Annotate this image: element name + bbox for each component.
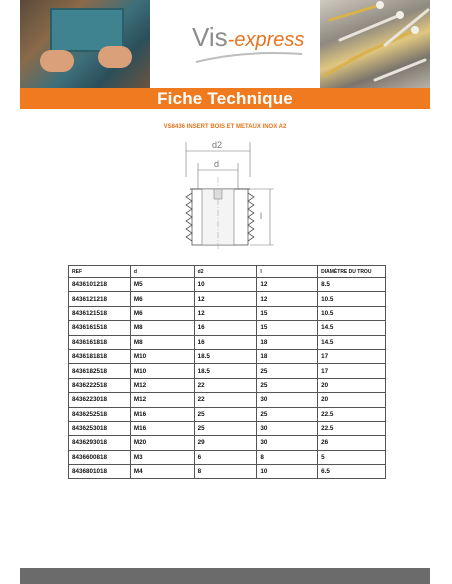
table-row [69,364,386,378]
hole-diameter-cell: 17 [318,364,386,378]
d-cell: M10 [130,349,194,363]
d-cell: M4 [130,465,194,479]
d-cell: M12 [130,393,194,407]
d2-cell: 16 [194,335,257,349]
outer-thread-right [248,193,254,241]
d2-cell: 6 [194,450,257,464]
ref-cell: 8436101218 [69,278,131,292]
table-row [69,335,386,349]
header-d: d [130,266,194,278]
brand-logo [192,22,304,53]
d2-label: d2 [212,140,223,150]
d-cell: M20 [130,436,194,450]
d-cell: M12 [130,378,194,392]
ref-cell: 8436121218 [69,292,131,306]
l-label: l [260,211,262,221]
header-l: l [257,266,318,278]
l-cell: 15 [257,306,318,320]
d-cell: M3 [130,450,194,464]
header [20,0,430,88]
table-row [69,292,386,306]
l-cell: 18 [257,335,318,349]
l-cell: 30 [257,393,318,407]
table-row [69,278,386,292]
l-cell: 30 [257,421,318,435]
ref-cell: 8436223018 [69,393,131,407]
hole-diameter-cell: 10.5 [318,292,386,306]
d2-cell: 12 [194,292,257,306]
hole-diameter-cell: 22.5 [318,421,386,435]
table-row [69,421,386,435]
d2-cell: 10 [194,278,257,292]
l-cell: 25 [257,378,318,392]
ref-cell: 8436181818 [69,349,131,363]
d2-cell: 29 [194,436,257,450]
table-row [69,306,386,320]
d2-cell: 22 [194,393,257,407]
tools-photo [20,0,150,88]
d-cell: M6 [130,306,194,320]
hand-image [98,46,132,68]
ref-cell: 8436161518 [69,321,131,335]
l-cell: 18 [257,349,318,363]
ref-cell: 8436121518 [69,306,131,320]
hole-diameter-cell: 10.5 [318,306,386,320]
table-row [69,349,386,363]
title-banner [20,88,430,109]
table-row [69,407,386,421]
hole-diameter-cell: 17 [318,349,386,363]
hole-diameter-cell: 5 [318,450,386,464]
l-cell: 30 [257,436,318,450]
d-cell: M16 [130,407,194,421]
ref-cell: 8436222518 [69,378,131,392]
hole-diameter-cell: 22.5 [318,407,386,421]
table-row [69,436,386,450]
l-cell: 12 [257,292,318,306]
footer-bar [20,568,430,584]
d2-cell: 25 [194,407,257,421]
screws-photo [320,0,430,88]
l-cell: 8 [257,450,318,464]
screwdriver-slot [214,189,222,199]
header-hole-diameter: DIAMÈTRE DU TROU [318,266,386,278]
d2-cell: 18.5 [194,364,257,378]
insert-drawing [170,137,280,249]
ref-cell: 8436252518 [69,407,131,421]
table-header-row [69,266,386,278]
table-row [69,393,386,407]
header-ref: REF [69,266,131,278]
d2-cell: 22 [194,378,257,392]
product-title: VS8436 INSERT BOIS ET METAUX INOX A2 [163,124,287,130]
hole-diameter-cell: 20 [318,378,386,392]
d-cell: M16 [130,421,194,435]
l-cell: 15 [257,321,318,335]
l-cell: 25 [257,407,318,421]
hole-diameter-cell: 6.5 [318,465,386,479]
table-row [69,450,386,464]
d-cell: M5 [130,278,194,292]
screws-image [320,0,430,88]
hole-diameter-cell: 14.5 [318,321,386,335]
logo-area [150,0,320,88]
logo-swoosh-icon [194,50,304,64]
logo-accent-text: express [234,29,305,51]
d2-cell: 25 [194,421,257,435]
l-cell: 12 [257,278,318,292]
ref-cell: 8436161818 [69,335,131,349]
ref-cell: 8436253018 [69,421,131,435]
ref-cell: 8436293018 [69,436,131,450]
header-d2: d2 [194,266,257,278]
hole-diameter-cell: 14.5 [318,335,386,349]
hole-diameter-cell: 20 [318,393,386,407]
ref-cell: 8436182518 [69,364,131,378]
spec-table [68,265,386,479]
ref-cell: 8436600818 [69,450,131,464]
table-row [69,321,386,335]
d2-cell: 18.5 [194,349,257,363]
logo-main-text: Vis [192,22,228,52]
d2-cell: 8 [194,465,257,479]
table-row [69,465,386,479]
d2-cell: 12 [194,306,257,320]
banner-title: Fiche Technique [157,88,293,108]
l-cell: 25 [257,364,318,378]
table-row [69,378,386,392]
d-cell: M6 [130,292,194,306]
ref-cell: 8436801018 [69,465,131,479]
l-cell: 10 [257,465,318,479]
d-cell: M8 [130,321,194,335]
d-label: d [214,159,220,169]
logo-separator: - [227,29,235,51]
hand-image [40,50,74,72]
d-cell: M10 [130,364,194,378]
hole-diameter-cell: 26 [318,436,386,450]
hole-diameter-cell: 8.5 [318,278,386,292]
d-cell: M8 [130,335,194,349]
outer-thread-left [186,193,192,241]
d2-cell: 16 [194,321,257,335]
